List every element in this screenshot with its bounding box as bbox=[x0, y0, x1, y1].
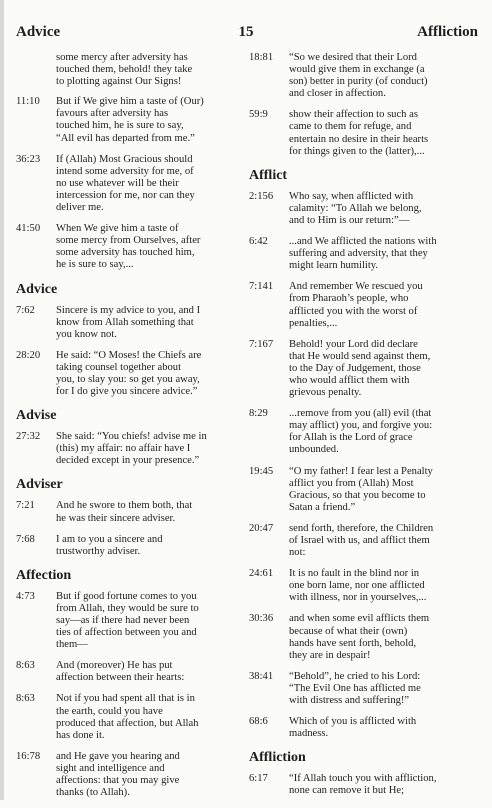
verse-reference: 7:62 bbox=[16, 304, 35, 316]
page-header bbox=[16, 24, 478, 44]
entry-text: I am to you a sincere and trustworthy adviser. bbox=[56, 533, 163, 557]
verse-reference: 20:47 bbox=[249, 522, 274, 534]
verse-reference: 8:63 bbox=[16, 693, 35, 705]
verse-reference: 38:41 bbox=[249, 670, 274, 682]
verse-reference: 2:156 bbox=[249, 190, 274, 202]
entry bbox=[16, 534, 236, 558]
entry-text: Behold! your Lord did declare that He would send against them, to the Day of Judgement, those who would afflict them with grievous penalty. bbox=[289, 338, 431, 399]
verse-reference: 4:73 bbox=[16, 590, 35, 602]
entry-text: Which of you is afflicted with madness. bbox=[289, 716, 417, 740]
entry bbox=[249, 671, 481, 707]
entry-text: And remember We rescued you from Pharaoh’s people, who afflicted you with the worst of penalties,... bbox=[289, 281, 423, 329]
section-heading: Affliction bbox=[249, 750, 306, 766]
entry-text: ...and We afflicted the nations with suffering and adversity, that they might learn humility. bbox=[289, 236, 437, 272]
entry bbox=[249, 523, 481, 559]
entry bbox=[16, 751, 236, 799]
page-gutter-shadow bbox=[0, 0, 4, 800]
entry bbox=[249, 339, 481, 399]
entry bbox=[249, 613, 481, 661]
entry-text: Who say, when afflicted with calamity: “To Allah we belong, and to Him is our return:”— bbox=[289, 190, 422, 226]
verse-reference: 41:50 bbox=[16, 223, 41, 235]
entry bbox=[16, 660, 236, 684]
verse-reference: 11:10 bbox=[16, 96, 40, 108]
entry bbox=[249, 109, 481, 157]
entry bbox=[249, 773, 481, 797]
entry bbox=[16, 500, 236, 524]
entry-text: But if good fortune comes to you from Allah, they would be sure to say—as if there had never been ties of affection between you and them— bbox=[56, 590, 199, 651]
entry-text: Sincere is my advice to you, and I know from Allah something that you know not. bbox=[56, 304, 201, 340]
entry bbox=[249, 52, 481, 100]
section-heading: Afflict bbox=[249, 167, 288, 183]
section-heading: Affection bbox=[16, 567, 72, 583]
verse-reference: 68:6 bbox=[249, 716, 268, 728]
verse-reference: 16:78 bbox=[16, 750, 41, 762]
entry bbox=[249, 236, 481, 272]
verse-reference: 30:36 bbox=[249, 613, 274, 625]
header-right-guide-word: Affliction bbox=[417, 24, 478, 40]
entry bbox=[16, 96, 236, 144]
verse-reference: 8:29 bbox=[249, 408, 268, 420]
entry bbox=[249, 568, 481, 604]
entry-text: “O my father! I fear lest a Penalty afflict you from (Allah) Most Gracious, so that you become to Satan a friend.” bbox=[289, 465, 433, 513]
continued-entry bbox=[16, 52, 236, 88]
entry-text: and when some evil afflicts them because of what their (own) hands have sent forth, behold, they are in despair! bbox=[289, 613, 430, 661]
verse-reference: 27:32 bbox=[16, 431, 41, 443]
entry bbox=[249, 466, 481, 514]
entry bbox=[249, 716, 481, 740]
entry-text: show their affection to such as came to them for refuge, and entertain no desire in their hearts for things given to the (latter),... bbox=[289, 109, 429, 157]
entry bbox=[16, 154, 236, 214]
right-column bbox=[249, 52, 481, 807]
section-heading: Advice bbox=[16, 281, 58, 297]
entry bbox=[16, 223, 236, 271]
verse-reference: 7:167 bbox=[249, 338, 274, 350]
verse-reference: 28:20 bbox=[16, 349, 41, 361]
verse-reference: 7:68 bbox=[16, 533, 35, 545]
entry bbox=[16, 350, 236, 398]
verse-reference: 7:141 bbox=[249, 281, 274, 293]
verse-reference: 19:45 bbox=[249, 465, 274, 477]
verse-reference: 6:42 bbox=[249, 236, 268, 248]
entry-text: “So we desired that their Lord would give them in exchange (a son) better in purity (of conduct) and closer in affection. bbox=[289, 52, 428, 100]
page-number: 15 bbox=[238, 24, 254, 40]
entry-text: If (Allah) Most Gracious should intend some adversity for me, of no use whatever will be their intercession for me, nor can they deliver me. bbox=[56, 153, 195, 214]
entry bbox=[16, 693, 236, 741]
header-left-guide-word: Advice bbox=[16, 24, 61, 40]
entry-text: send forth, therefore, the Children of Israel with us, and afflict them not: bbox=[289, 522, 434, 559]
verse-reference: 6:17 bbox=[249, 773, 268, 785]
entry-text: “If Allah touch you with affliction, none can remove it but He; bbox=[289, 773, 437, 797]
verse-reference: 24:61 bbox=[249, 568, 274, 580]
verse-reference: 18:81 bbox=[249, 52, 274, 63]
entry bbox=[16, 431, 236, 467]
verse-reference: 59:9 bbox=[249, 109, 268, 121]
entry-text: But if We give him a taste of (Our) favours after adversity has touched him, he is sure to say, “All evil has departed from me.” bbox=[56, 96, 204, 144]
entry-text: And he swore to them both, that he was their sincere adviser. bbox=[56, 500, 193, 524]
entry bbox=[16, 305, 236, 341]
entry-text: and He gave you hearing and sight and intelligence and affections: that you may give thanks (to Allah). bbox=[56, 750, 180, 799]
verse-reference: 8:63 bbox=[16, 660, 35, 672]
entry bbox=[249, 281, 481, 329]
entry-text: She said: “You chiefs! advise me in (this) my affair: no affair have I decided except in your presence.” bbox=[56, 431, 207, 467]
verse-reference: 7:21 bbox=[16, 500, 35, 512]
entry-text: And (moreover) He has put affection between their hearts: bbox=[56, 660, 185, 684]
verse-reference: 36:23 bbox=[16, 153, 41, 165]
entry bbox=[249, 191, 481, 227]
entry bbox=[249, 408, 481, 456]
entry-text: When We give him a taste of some mercy from Ourselves, after some adversity has touched him, he is sure to say,... bbox=[56, 223, 201, 271]
section-heading: Advise bbox=[16, 408, 57, 424]
left-column bbox=[16, 52, 236, 808]
entry-text: He said: “O Moses! the Chiefs are taking counsel together about you, to slay you: so get you away, for I do give you sincere advice.” bbox=[56, 349, 202, 398]
entry-text: It is no fault in the blind nor in one born lame, nor one afflicted with illness, nor in yourselves,... bbox=[289, 568, 427, 604]
entry-text: some mercy after adversity has touched them, behold! they take to plotting against Our Signs! bbox=[56, 52, 193, 88]
entry-text: “Behold”, he cried to his Lord: “The Evil One has afflicted me with distress and suffering!” bbox=[289, 670, 421, 707]
entry-text: ...remove from you (all) evil (that may afflict) you, and forgive you: for Allah is the Lord of grace unbounded. bbox=[289, 408, 433, 456]
section-heading: Adviser bbox=[16, 477, 63, 493]
entry bbox=[16, 591, 236, 651]
entry-text: Not if you had spent all that is in the earth, could you have produced that affection, but Allah has done it. bbox=[56, 693, 199, 741]
